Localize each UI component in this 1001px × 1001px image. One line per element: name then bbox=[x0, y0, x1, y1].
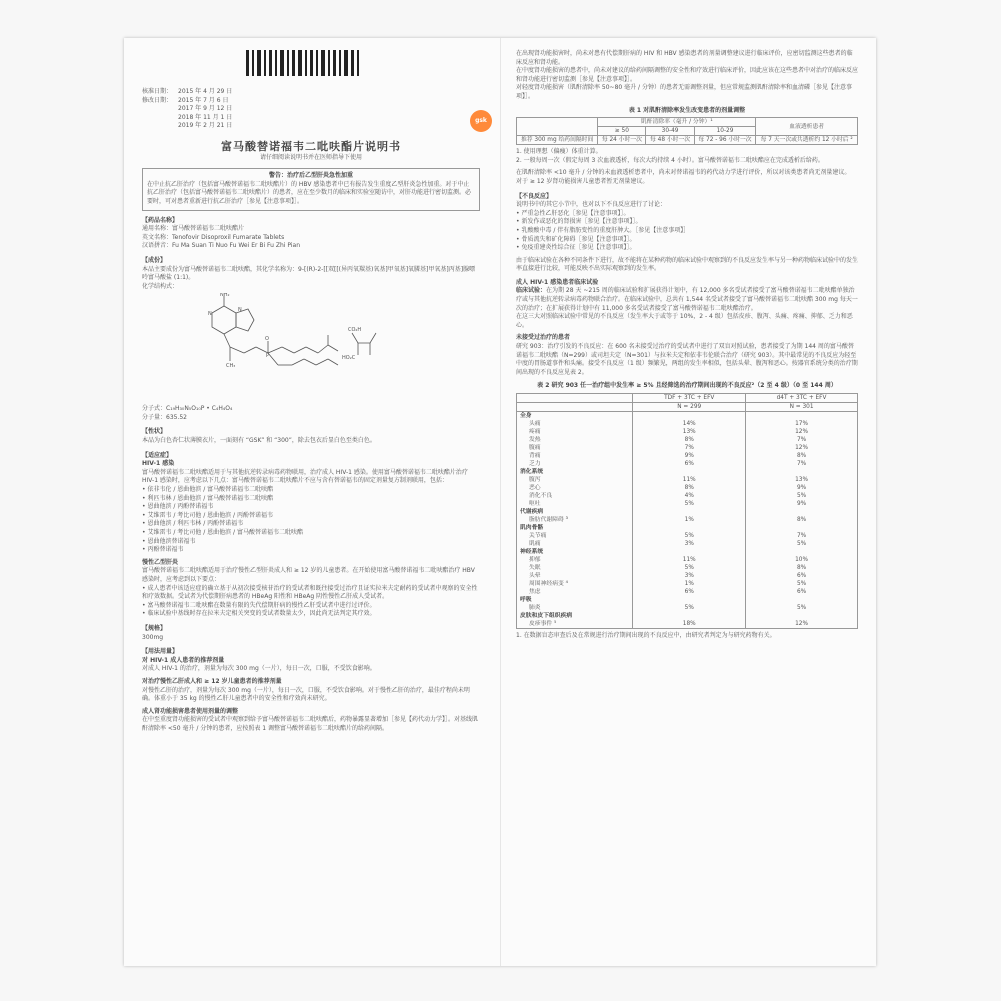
table-group-row bbox=[517, 468, 858, 476]
table-cell bbox=[633, 524, 746, 532]
date-row: 2019 年 2 月 21 日 bbox=[178, 122, 233, 130]
table-cell: 5% bbox=[746, 580, 858, 588]
table-row-label: 失眠 bbox=[517, 564, 633, 572]
table-group-row bbox=[517, 548, 858, 556]
table-row bbox=[517, 500, 858, 508]
table-cell bbox=[633, 508, 746, 516]
table-cell: 7% bbox=[633, 444, 746, 452]
table-footnote: 1. 在数据盲态审查后及在常规进行治疗期间出现的不良反应中，由研究者判定为与研究药物有关。 bbox=[516, 632, 776, 639]
table-row bbox=[517, 476, 858, 484]
table-cell: 5% bbox=[633, 532, 746, 540]
table-row-label: 脂肪代谢障碍 ³ bbox=[517, 516, 633, 524]
table-row-label: 头痛 bbox=[517, 420, 633, 428]
table-cell: 12% bbox=[746, 620, 858, 629]
table-row-label: 乏力 bbox=[517, 460, 633, 468]
table-row-label: 疼痛 bbox=[517, 428, 633, 436]
table-cell: 3% bbox=[633, 572, 746, 580]
list-item: • 恩曲他滨 / 丙酚替诺福韦 bbox=[142, 503, 480, 512]
paragraph: 富马酸替诺福韦二吡呋酯适用于与其他抗逆转录病毒药物联用，治疗成人 HIV-1 感染。使用富马酸替诺福韦二吡呋酯片治疗 HIV-1 感染时，应考虑以下几点：富马酸替诺福韦二吡呋酯片不应与含有替诺福韦的固定剂量复方制剂联用，包括： bbox=[142, 468, 468, 485]
svg-text:P: P bbox=[266, 353, 270, 360]
list-item: • 临床试验中基线时存在拉米夫定相关突变的受试者数量太少，因此尚无法判定其疗效。 bbox=[142, 610, 480, 619]
table-caption: 表 2 研究 903 任一治疗组中发生率 ≥ 5% 且经筛选的治疗期间出现的不良反应²（2 至 4 级）（0 至 144 周） bbox=[537, 382, 837, 390]
subheading: 未接受过治疗的患者 bbox=[516, 334, 571, 342]
list-item: • 富马酸替诺福韦二吡呋酯在数量有限的失代偿期肝病的慢性乙肝受试者中进行过评价。 bbox=[142, 602, 480, 611]
table-row-label: 周围神经病变 ⁴ bbox=[517, 580, 633, 588]
list-item: • 艾维雷韦 / 考比司他 / 恩曲他滨 / 丙酚替诺福韦 bbox=[142, 512, 480, 521]
structure-label: 化学结构式： bbox=[142, 282, 179, 290]
table-row-label: 肌痛 bbox=[517, 540, 633, 548]
table-cell: 每 7 天一次或共透析约 12 小时后 ² bbox=[756, 136, 858, 145]
table-cell: 5% bbox=[633, 604, 746, 612]
date-row: 修改日期： 2015 年 7 月 6 日 bbox=[142, 96, 229, 104]
svg-text:N: N bbox=[208, 311, 212, 318]
table-row-label: 腹痛 bbox=[517, 444, 633, 452]
table-row bbox=[517, 492, 858, 500]
table-row bbox=[517, 420, 858, 428]
table-header: 血液透析患者 bbox=[756, 118, 858, 136]
table-row bbox=[517, 444, 858, 452]
table-cell: 7% bbox=[746, 460, 858, 468]
table-row bbox=[517, 532, 858, 540]
table-header: 10-29 bbox=[694, 127, 756, 136]
list-item: • 依非韦伦 / 恩曲他滨 / 富马酸替诺福韦二吡呋酯 bbox=[142, 486, 480, 495]
paragraph: 对慢性乙肝的治疗，剂量为每次 300 mg（一片），每日一次，口服，不受饮食影响。对于慢性乙肝的治疗，最佳疗程尚未明确。体重小于 35 kg 的慢性乙肝儿童患者中的安全性和疗效尚未研究。 bbox=[142, 686, 470, 703]
leaflet-sheet bbox=[124, 38, 876, 966]
table-cell bbox=[746, 524, 858, 532]
table-row bbox=[517, 588, 858, 596]
table-row bbox=[517, 540, 858, 548]
table-group-row bbox=[517, 612, 858, 620]
table-row-label: 消化不良 bbox=[517, 492, 633, 500]
table-row bbox=[517, 428, 858, 436]
svg-text:HO₂C: HO₂C bbox=[342, 355, 356, 362]
fold-line bbox=[500, 38, 501, 966]
table-row-label: 恶心 bbox=[517, 484, 633, 492]
table-row bbox=[517, 516, 858, 524]
barcode bbox=[246, 50, 366, 76]
section-heading: 【用法用量】 bbox=[142, 648, 179, 656]
table-row-label: 关节痛 bbox=[517, 532, 633, 540]
table-group-label: 消化系统 bbox=[517, 468, 633, 476]
warning-text: 在中止抗乙肝治疗（包括富马酸替诺福韦二吡呋酯片）的 HBV 感染患者中已有报告发生重度乙型肝炎急性加重。对于中止抗乙肝治疗（包括富马酸替诺福韦二吡呋酯片）的患者，应在至少数月的临床和实验室随访中，对肝功能进行密切监测。必要时，可对患者重新进行抗乙肝治疗［参见【注意事项】］。 bbox=[147, 180, 472, 205]
table-group-label: 神经系统 bbox=[517, 548, 633, 556]
molecular-formula: 分子式：C₁₉H₃₀N₅O₁₀P • C₄H₄O₄ bbox=[142, 405, 233, 413]
table-cell: 5% bbox=[633, 564, 746, 572]
table-group-label: 全身 bbox=[517, 412, 633, 421]
table-row bbox=[517, 452, 858, 460]
table-cell bbox=[633, 596, 746, 604]
table-cell: 12% bbox=[746, 428, 858, 436]
dose-adjustment-table bbox=[516, 117, 858, 145]
structure-drawing bbox=[182, 293, 402, 401]
composition-text: 本品主要成份为富马酸替诺福韦二吡呋酯，其化学名称为：9-[(R)-2-[[双[[(异丙氧羰基)氧基]甲氧基]氧膦基]甲氧基]丙基]腺嘌呤富马酸盐 (1:1)。 bbox=[142, 265, 476, 282]
table-cell: 8% bbox=[633, 484, 746, 492]
table-note: 1. 使用理想（偏瘦）体重计算。 bbox=[516, 148, 602, 156]
table-row bbox=[517, 580, 858, 588]
table-cell bbox=[633, 468, 746, 476]
svg-text:CO₂H: CO₂H bbox=[348, 327, 362, 334]
section-heading: 【不良反应】 bbox=[516, 192, 553, 200]
molecular-weight: 分子量：635.52 bbox=[142, 413, 187, 421]
date-row: 2018 年 11 月 1 日 bbox=[178, 113, 233, 121]
table-cell: 11% bbox=[633, 556, 746, 564]
right-column bbox=[516, 50, 858, 641]
table-cell: 18% bbox=[633, 620, 746, 629]
subheading: 对 HIV-1 成人患者的推荐剂量 bbox=[142, 656, 225, 664]
table-row bbox=[517, 564, 858, 572]
table-cell: 4% bbox=[633, 492, 746, 500]
table-cell: 7% bbox=[746, 532, 858, 540]
spec-text: 300mg bbox=[142, 633, 164, 641]
section-heading: 【适应症】 bbox=[142, 451, 173, 459]
table-cell bbox=[517, 394, 633, 403]
paragraph: 在中度肾功能损害的患者中，尚未对建议的给药间隔调整的安全性和疗效进行临床评价，因此应该在这些患者中对治疗的临床反应和肾功能进行密切监测［参见【注意事项】］。 bbox=[516, 67, 859, 83]
table-cell: 每 72 - 96 小时一次 bbox=[694, 136, 756, 145]
paragraph: 对成人 HIV-1 的治疗，剂量为每次 300 mg（一片），每日一次，口服，不受饮食影响。 bbox=[142, 665, 376, 673]
subheading: 对治疗慢性乙肝成人和 ≥ 12 岁儿童患者的推荐剂量 bbox=[142, 677, 282, 685]
paragraph: 临床试验：在为期 28 天 ~215 周的临床试验和扩展获得计划中，有 12,000 多名受试者接受了富马酸替诺福韦二吡呋酯单独治疗或与其他抗逆转录病毒药物联合治疗。在临床试验中，总共有 1,544 名受试者接受了富马酸替诺福韦二吡呋酯 300 mg 每天一次的治疗；在扩展获得计划中有 11,000 多名受试者接受了富马酸替诺福韦二吡呋酯治疗。 bbox=[516, 287, 858, 312]
boxed-warning bbox=[142, 168, 480, 210]
table-row-label: 腹泻 bbox=[517, 476, 633, 484]
table-caption: 表 1 对肌酐清除率发生改变患者的剂量调整 bbox=[628, 106, 746, 114]
table-row bbox=[517, 460, 858, 468]
table-cell: 8% bbox=[633, 436, 746, 444]
table-note: 2. 一般每周一次（假定每周 3 次血液透析，每次大约持续 4 小时）。富马酸替诺福韦二吡呋酯应在完成透析后给药。 bbox=[516, 156, 824, 164]
table-row-label: 抑郁 bbox=[517, 556, 633, 564]
table-cell: 5% bbox=[633, 500, 746, 508]
drug-name-line: 英文名称：Tenofovir Disoproxil Fumarate Tablets bbox=[142, 233, 285, 241]
table-cell: 每 48 小时一次 bbox=[646, 136, 694, 145]
table-row bbox=[517, 572, 858, 580]
table-row bbox=[517, 556, 858, 564]
paragraph: 对轻度肾功能损害（肌酐清除率 50~80 毫升 / 分钟）的患者无需调整剂量，但应常规监测肌酐清除率和血清磷［参见【注意事项】］。 bbox=[516, 84, 852, 100]
paragraph: 说明书中的其它小节中，也对以下不良反应进行了讨论： bbox=[516, 201, 667, 209]
table-row bbox=[517, 604, 858, 612]
table-row bbox=[517, 620, 858, 629]
table-cell: 3% bbox=[633, 540, 746, 548]
table-group-row bbox=[517, 508, 858, 516]
warning-title: 警告：治疗后乙型肝炎急性加重 bbox=[268, 172, 353, 180]
table-cell: 13% bbox=[746, 476, 858, 484]
paragraph: 由于临床试验在各种不同条件下进行，故不能将在某种药物的临床试验中观察到的不良反应发生率与另一种药物临床试验中的发生率直接进行比较，可能反映不出实际观察到的发生率。 bbox=[516, 256, 859, 273]
table-cell: 10% bbox=[746, 556, 858, 564]
table-cell bbox=[633, 412, 746, 421]
svg-text:O: O bbox=[265, 336, 269, 343]
table-cell: 17% bbox=[746, 420, 858, 428]
table-header: N = 299 bbox=[633, 403, 746, 412]
list-item: • 丙酚替诺福韦 bbox=[142, 546, 480, 555]
table-cell: 8% bbox=[746, 452, 858, 460]
paragraph: 富马酸替诺福韦二吡呋酯适用于治疗慢性乙型肝炎成人和 ≥ 12 岁的儿童患者。在开始使用富马酸替诺福韦二吡呋酯治疗 HBV 感染时，应考虑到以下要点： bbox=[142, 567, 475, 583]
table-row bbox=[517, 484, 858, 492]
drug-name-line: 通用名称：富马酸替诺福韦二吡呋酯片 bbox=[142, 225, 245, 233]
table-cell: 6% bbox=[633, 460, 746, 468]
table-cell bbox=[517, 118, 598, 136]
table-cell: 9% bbox=[746, 500, 858, 508]
table-group-label: 代谢疾病 bbox=[517, 508, 633, 516]
table-header: 30-49 bbox=[646, 127, 694, 136]
table-cell: 1% bbox=[633, 580, 746, 588]
table-cell: 6% bbox=[746, 588, 858, 596]
table-group-row bbox=[517, 412, 858, 421]
paragraph: 在出现肾功能损害时，尚未对患有代偿期肝病的 HIV 和 HBV 感染患者的剂量调整建议进行临床评价，应密切监测这些患者的临床反应和肾功能。 bbox=[516, 50, 853, 66]
section-heading: 【药品名称】 bbox=[142, 216, 179, 224]
paragraph: 在中至重度肾功能损害的受试者中观察到给予富马酸替诺福韦二吡呋酯后，药物暴露显著增加［参见【药代动力学】］。对基线肌酐清除率 <50 毫升 / 分钟的患者，应按照表 1 调整富马酸替诺福韦二吡呋酯片的给药间隔。 bbox=[142, 716, 479, 732]
table-header: TDF + 3TC + EFV bbox=[633, 394, 746, 403]
table-cell: 9% bbox=[633, 452, 746, 460]
table-group-label: 肌肉骨骼 bbox=[517, 524, 633, 532]
table-cell: 6% bbox=[633, 588, 746, 596]
adverse-reactions-table bbox=[516, 393, 858, 629]
revision-dates bbox=[142, 88, 480, 131]
table-row-label: 推荐 300 mg 给药间隔时间 bbox=[517, 136, 598, 145]
list-item: • 新发作或恶化的肾损害［参见【注意事项】］。 bbox=[516, 218, 858, 227]
table-cell: 8% bbox=[746, 564, 858, 572]
table-cell bbox=[746, 612, 858, 620]
table-header: ≥ 50 bbox=[598, 127, 646, 136]
list-item: • 乳酸酸中毒 / 伴有脂肪变性的重度肝肿大。［参见【注意事项】］ bbox=[516, 227, 858, 236]
table-cell: 12% bbox=[746, 444, 858, 452]
table-cell: 6% bbox=[746, 572, 858, 580]
table-cell bbox=[746, 412, 858, 421]
list-item: • 骨质流失和矿化障碍［参见【注意事项】］。 bbox=[516, 236, 858, 245]
gsk-logo: gsk bbox=[470, 110, 492, 132]
table-row bbox=[517, 436, 858, 444]
table-header: d4T + 3TC + EFV bbox=[746, 394, 858, 403]
paragraph: 在肌酐清除率 <10 毫升 / 分钟的未血液透析患者中，尚未对替诺福韦的药代动力学进行评价，所以对该类患者尚无剂量建议。 bbox=[516, 169, 851, 177]
svg-text:CH₃: CH₃ bbox=[226, 363, 236, 370]
table-cell bbox=[517, 403, 633, 412]
table-row-label: 皮疹事件 ⁵ bbox=[517, 620, 633, 629]
table-cell: 5% bbox=[746, 604, 858, 612]
document-title: 富马酸替诺福韦二吡呋酯片说明书 bbox=[221, 139, 401, 153]
paragraph: 对于 ≥ 12 岁肾功能损害儿童患者暂无剂量建议。 bbox=[516, 177, 649, 185]
table-cell: 5% bbox=[746, 492, 858, 500]
table-cell: 每 24 小时一次 bbox=[598, 136, 646, 145]
chemical-structure bbox=[142, 293, 480, 403]
list-item: • 利匹韦林 / 恩曲他滨 / 富马酸替诺福韦二吡呋酯 bbox=[142, 495, 480, 504]
section-heading: 【性状】 bbox=[142, 428, 167, 436]
document-subtitle: 请仔细阅读说明书并在医师指导下使用 bbox=[259, 153, 362, 161]
drug-name-line: 汉语拼音：Fu Ma Suan Ti Nuo Fu Wei Er Bi Fu Zhi Pian bbox=[142, 242, 301, 250]
table-cell: 14% bbox=[633, 420, 746, 428]
section-heading: 【成份】 bbox=[142, 256, 167, 264]
table-cell: 5% bbox=[746, 540, 858, 548]
paragraph: 研究 903：治疗引发的不良反应：在 600 名未接受过治疗的受试者中进行了双盲对照试验，患者接受了为期 144 周的富马酸替诺福韦二吡呋酯（N=299）或司坦夫定（N=301）与拉米夫定和依非韦伦联合治疗（研究 903）。其中最常见的不良反应为轻至中度的胃肠道事件和头痛。接受不良反应（1 级）频繁见，两组的发生率相似，包括头晕、腹泻和恶心。按器官系统分类的治疗期间出现的不良反应见表 2。 bbox=[516, 343, 858, 376]
table-cell: 13% bbox=[633, 428, 746, 436]
list-item: • 恩曲他滨替诺福韦 bbox=[142, 538, 480, 547]
table-group-row bbox=[517, 596, 858, 604]
table-group-label: 皮肤和皮下组织疾病 bbox=[517, 612, 633, 620]
subheading: 成人肾功能损害患者使用剂量的调整 bbox=[142, 707, 239, 715]
list-item: • 成人患者中该适应症的确立基于从初次接受核苷治疗的受试者和既往接受过治疗且证实拉米夫定耐药的受试者中观察的安全性和疗效数据。受试者为代偿期肝病患者的 HBeAg 阳性和 HBeAg 阴性慢性乙肝成人受试者。 bbox=[142, 585, 480, 602]
table-cell bbox=[746, 596, 858, 604]
section-heading: 【规格】 bbox=[142, 624, 167, 632]
list-item: • 严重急性乙肝恶化［参见【注意事项】］。 bbox=[516, 210, 858, 219]
table-row-label: 头晕 bbox=[517, 572, 633, 580]
table-cell: 9% bbox=[746, 484, 858, 492]
svg-text:N: N bbox=[238, 307, 242, 314]
table-group-row bbox=[517, 524, 858, 532]
table-cell: 11% bbox=[633, 476, 746, 484]
svg-text:NH₂: NH₂ bbox=[220, 293, 230, 299]
table-row-label: 肺炎 bbox=[517, 604, 633, 612]
table-cell: 1% bbox=[633, 516, 746, 524]
left-column bbox=[142, 50, 487, 733]
table-row-label: 发热 bbox=[517, 436, 633, 444]
paragraph: 在这三大对照临床试验中常见的不良反应（发生率大于或等于 10%，2 - 4 级）包括皮疹、腹泻、头痛、疼痛、抑郁、乏力和恶心。 bbox=[516, 313, 853, 329]
date-row: 核准日期： 2015 年 4 月 29 日 bbox=[142, 88, 233, 95]
table-group-label: 呼吸 bbox=[517, 596, 633, 604]
subheading: 慢性乙型肝炎 bbox=[142, 558, 179, 566]
table-header: N = 301 bbox=[746, 403, 858, 412]
table-row-label: 呕吐 bbox=[517, 500, 633, 508]
table-cell bbox=[746, 468, 858, 476]
table-cell: 8% bbox=[746, 516, 858, 524]
list-item: • 免疫重建炎性综合征［参见【注意事项】］。 bbox=[516, 244, 858, 253]
appearance-text: 本品为白色杏仁状薄膜衣片，一面刻有 “GSK” 和 “300”，除去包衣后显白色至类白色。 bbox=[142, 437, 376, 445]
list-item: • 艾维雷韦 / 考比司他 / 恩曲他滨 / 富马酸替诺福韦二吡呋酯 bbox=[142, 529, 480, 538]
table-header: 肌酐清除率（毫升 / 分钟）¹ bbox=[598, 118, 756, 127]
table-cell: 7% bbox=[746, 436, 858, 444]
list-item: • 恩曲他滨 / 利匹韦林 / 丙酚替诺福韦 bbox=[142, 520, 480, 529]
subheading: HIV-1 感染 bbox=[142, 460, 175, 468]
date-row: 2017 年 9 月 12 日 bbox=[178, 105, 233, 113]
subheading: 成人 HIV-1 感染患者临床试验 bbox=[516, 278, 599, 286]
table-cell bbox=[633, 548, 746, 556]
table-cell bbox=[746, 548, 858, 556]
table-row-label: 背痛 bbox=[517, 452, 633, 460]
table-cell bbox=[746, 508, 858, 516]
table-row-label: 焦虑 bbox=[517, 588, 633, 596]
table-cell bbox=[633, 612, 746, 620]
